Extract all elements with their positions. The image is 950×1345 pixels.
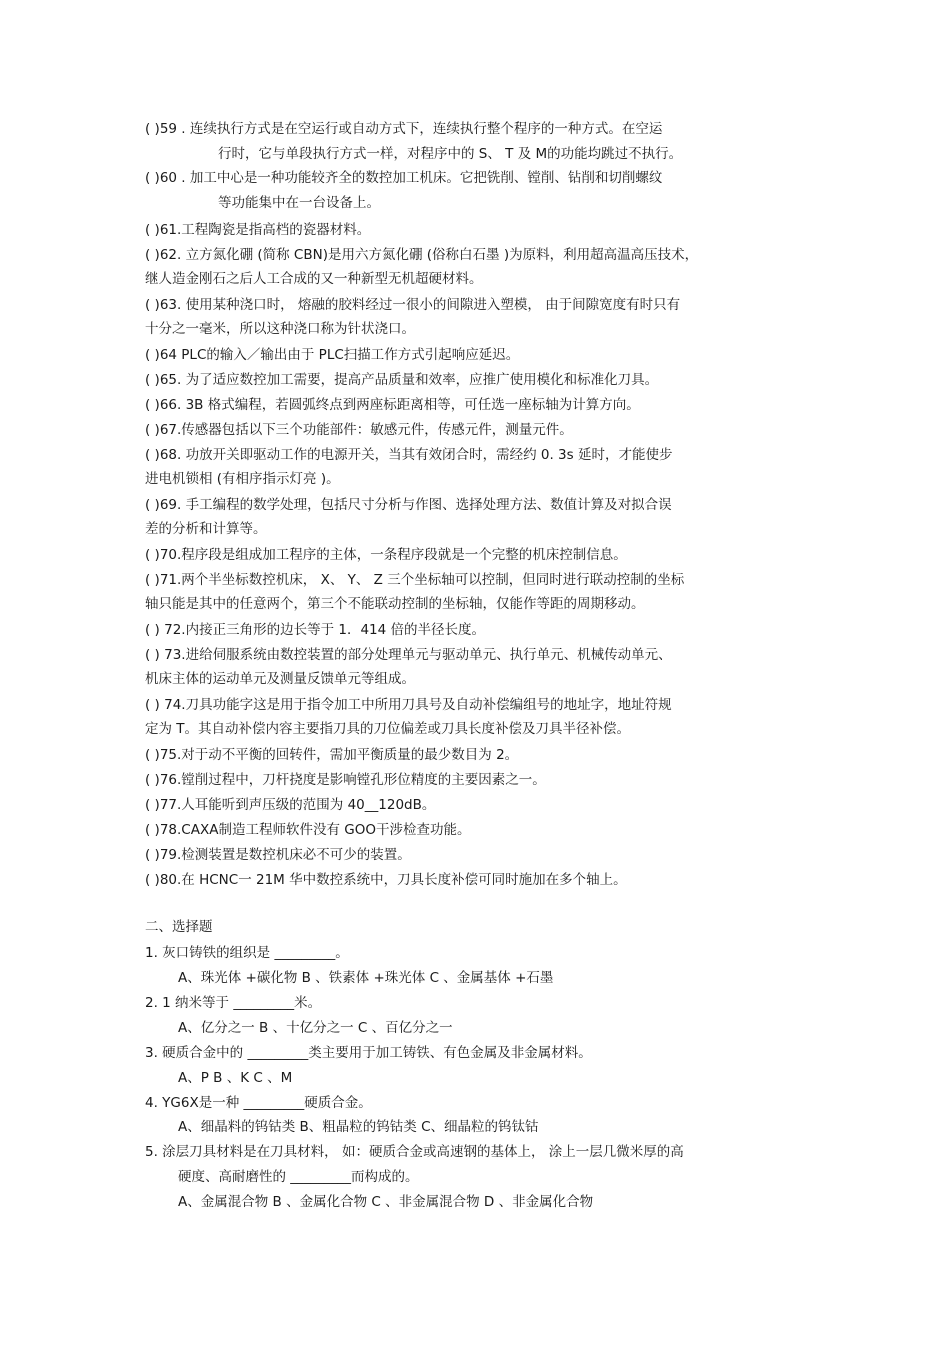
tf-q79: ( )79.检测装置是数控机床必不可少的装置。	[145, 847, 411, 863]
tf-q62-line1: ( )62. 立方氮化硼 (简称 CBN)是用六方氮化硼 (俗称白石墨 )为原料，利用超高温高压技术，	[145, 247, 699, 263]
section-title: 二、选择题	[145, 919, 213, 935]
tf-q73-line2: 机床主体的运动单元及测量反馈单元等组成。	[145, 671, 415, 687]
tf-q69-line2: 差的分析和计算等。	[145, 521, 267, 537]
tf-q61: ( )61.工程陶瓷是指高档的瓷器材料。	[145, 222, 371, 238]
tf-q66: ( )66. 3B 格式编程，若圆弧终点到两座标距离相等，可任选一座标轴为计算方向。	[145, 397, 640, 413]
mc-q3-options: A、P B 、K C 、M	[178, 1070, 293, 1086]
tf-q76: ( )76.镗削过程中，刀杆挠度是影响镗孔形位精度的主要因素之一。	[145, 772, 546, 788]
tf-q70: ( )70.程序段是组成加工程序的主体，一条程序段就是一个完整的机床控制信息。	[145, 547, 627, 563]
mc-q1-options: A、珠光体 +碳化物 B 、铁素体 +珠光体 C 、金属基体 +石墨	[178, 970, 554, 986]
mc-q2-options: A、亿分之一 B 、十亿分之一 C 、百亿分之一	[178, 1020, 453, 1036]
mc-q1: 1. 灰口铸铁的组织是 _________。	[145, 945, 349, 961]
tf-q78: ( )78.CAXA制造工程师软件没有 GOO干涉检查功能。	[145, 822, 471, 838]
tf-q77: ( )77.人耳能听到声压级的范围为 40__120dB。	[145, 797, 436, 813]
tf-q60-line2: 等功能集中在一台设备上。	[218, 195, 380, 211]
mc-q5-line1: 5. 涂层刀具材料是在刀具材料， 如：硬质合金或高速钢的基体上， 涂上一层几微米厚的高	[145, 1144, 684, 1160]
tf-q63-line1: ( )63. 使用某种浇口时， 熔融的胶料经过一很小的间隙进入塑模， 由于间隙宽度有时只有	[145, 297, 681, 313]
mc-q2: 2. 1 纳米等于 _________米。	[145, 995, 322, 1011]
tf-q68-line2: 进电机锁相 (有相序指示灯亮 )。	[145, 471, 340, 487]
mc-q5-options: A、金属混合物 B 、金属化合物 C 、非金属混合物 D 、非金属化合物	[178, 1194, 594, 1210]
tf-q62-line2: 继人造金刚石之后人工合成的又一种新型无机超硬材料。	[145, 271, 483, 287]
mc-q5-line2: 硬度、高耐磨性的 _________而构成的。	[178, 1169, 419, 1185]
tf-q67: ( )67.传感器包括以下三个功能部件：敏感元件，传感元件，测量元件。	[145, 422, 573, 438]
tf-q72: ( ) 72.内接正三角形的边长等于 1．414 倍的半径长度。	[145, 622, 486, 638]
tf-q59-line2: 行时，它与单段执行方式一样，对程序中的 S、 T 及 M的功能均跳过不执行。	[218, 146, 683, 162]
tf-q71-line1: ( )71.两个半坐标数控机床， X、 Y、 Z 三个坐标轴可以控制，但同时进行联动控制的坐标	[145, 572, 685, 588]
tf-q80: ( )80.在 HCNC一 21M 华中数控系统中，刀具长度补偿可同时施加在多个轴上。	[145, 872, 627, 888]
tf-q59-line1: ( )59 . 连续执行方式是在空运行或自动方式下，连续执行整个程序的一种方式。在空运	[145, 121, 663, 137]
tf-q69-line1: ( )69. 手工编程的数学处理，包括尺寸分析与作图、选择处理方法、数值计算及对拟合误	[145, 497, 672, 513]
tf-q73-line1: ( ) 73.进给伺服系统由数控装置的部分处理单元与驱动单元、执行单元、机械传动单元、	[145, 647, 672, 663]
mc-q3: 3. 硬质合金中的 _________类主要用于加工铸铁、有色金属及非金属材料。	[145, 1045, 592, 1061]
tf-q68-line1: ( )68. 功放开关即驱动工作的电源开关，当其有效闭合时，需经约 0. 3s 延时，才能使步	[145, 447, 673, 463]
tf-q74-line1: ( ) 74.刀具功能字这是用于指令加工中所用刀具号及自动补偿编组号的地址字，地址符规	[145, 697, 672, 713]
tf-q75: ( )75.对于动不平衡的回转件，需加平衡质量的最少数目为 2。	[145, 747, 519, 763]
tf-q60-line1: ( )60 . 加工中心是一种功能较齐全的数控加工机床。它把铣削、镗削、钻削和切削螺纹	[145, 170, 663, 186]
mc-q4: 4. YG6X是一种 _________硬质合金。	[145, 1095, 372, 1111]
tf-q71-line2: 轴只能是其中的任意两个，第三个不能联动控制的坐标轴，仅能作等距的周期移动。	[145, 596, 645, 612]
tf-q64: ( )64 PLC的输入／输出由于 PLC扫描工作方式引起响应延迟。	[145, 347, 520, 363]
tf-q63-line2: 十分之一毫米，所以这种浇口称为针状浇口。	[145, 321, 415, 337]
mc-q4-options: A、细晶料的钨钴类 B、粗晶粒的钨钴类 C、细晶粒的钨钛钴	[178, 1119, 539, 1135]
tf-q65: ( )65. 为了适应数控加工需要，提高产品质量和效率，应推广使用模化和标准化刀具。	[145, 372, 659, 388]
tf-q74-line2: 定为 T。其自动补偿内容主要指刀具的刀位偏差或刀具长度补偿及刀具半径补偿。	[145, 721, 631, 737]
